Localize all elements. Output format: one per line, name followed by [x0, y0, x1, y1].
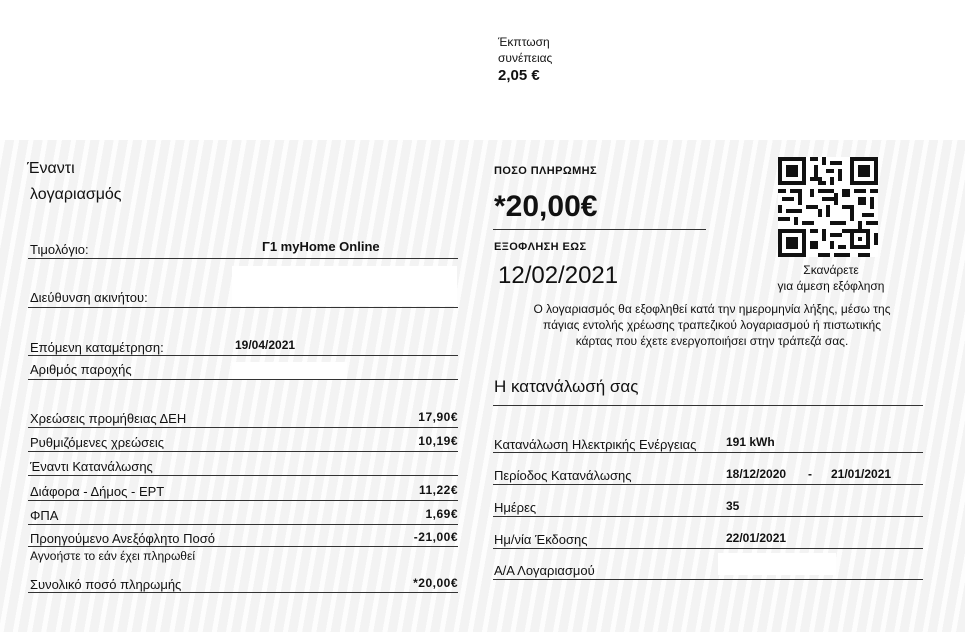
- left-title-line2: λογαριασμός: [30, 186, 122, 203]
- address-label: Διεύθυνση ακινήτου:: [30, 290, 148, 305]
- divider: [28, 451, 458, 452]
- total-value: *20,00€: [413, 576, 458, 590]
- divider: [28, 258, 458, 259]
- left-title-line1: Έναντι: [27, 160, 75, 177]
- payment-note-line1: Ο λογαριασμός θα εξοφληθεί κατά την ημερομηνία λήξης, μέσω της: [533, 302, 891, 316]
- payment-note-line3: κάρτας που έχετε ενεργοποιήσει στην τράπεζά σας.: [575, 334, 849, 348]
- payment-note-line2: πάγιας εντολής χρέωσης τραπεζικού λογαριασμού ή πιστωτικής: [542, 318, 881, 332]
- total-label: Συνολικό ποσό πληρωμής: [30, 577, 182, 592]
- charge-label: Έναντι Κατανάλωσης: [30, 459, 153, 474]
- amount-label: ΠΟΣΟ ΠΛΗΡΩΜΗΣ: [494, 165, 598, 177]
- discount-label-line1: Έκπτωση: [498, 35, 550, 49]
- redacted-supply-number: [232, 362, 347, 380]
- amount-value: *20,00€: [494, 190, 598, 223]
- divider: [28, 427, 458, 428]
- consumption-title: Η κατανάλωσή σας: [494, 377, 639, 396]
- charge-value: 1,69€: [425, 507, 458, 521]
- divider: [493, 516, 923, 517]
- period-to: 21/01/2021: [831, 467, 892, 481]
- divider: [28, 379, 458, 380]
- qr-code-icon[interactable]: [778, 157, 878, 257]
- discount-value: 2,05 €: [498, 67, 540, 84]
- charge-label: Ρυθμιζόμενες χρεώσεις: [30, 435, 165, 450]
- invoice-value: Γ1 myHome Online: [262, 239, 380, 254]
- issue-date-value: 22/01/2021: [726, 531, 787, 545]
- energy-label: Κατανάλωση Ηλεκτρικής Ενέργειας: [494, 437, 697, 452]
- discount-label-line2: συνέπειας: [498, 51, 553, 65]
- charge-value: 10,19€: [418, 434, 458, 448]
- divider: [28, 475, 458, 476]
- divider: [28, 524, 458, 525]
- supply-number-label: Αριθμός παροχής: [30, 362, 132, 377]
- days-label: Ημέρες: [494, 500, 537, 515]
- period-separator: -: [808, 467, 812, 481]
- next-reading-value: 19/04/2021: [235, 338, 296, 352]
- period-label: Περίοδος Κατανάλωσης: [494, 468, 632, 483]
- divider: [28, 307, 458, 308]
- redacted-address: [232, 266, 457, 306]
- redacted-account-number: [718, 553, 836, 575]
- period-from: 18/12/2020: [726, 467, 787, 481]
- divider: [493, 229, 706, 230]
- divider: [493, 452, 923, 453]
- divider: [493, 548, 923, 549]
- charge-label: ΦΠΑ: [30, 508, 59, 523]
- qr-caption-line1: Σκανάρετε: [803, 263, 859, 277]
- divider: [28, 355, 458, 356]
- divider: [493, 405, 923, 406]
- next-reading-label: Επόμενη καταμέτρηση:: [30, 340, 164, 355]
- charge-label: Προηγούμενο Ανεξόφλητο Ποσό: [30, 531, 216, 546]
- energy-value: 191 kWh: [726, 435, 775, 449]
- divider: [28, 592, 458, 593]
- charge-label: Διάφορα - Δήμος - ΕΡΤ: [30, 484, 165, 499]
- charge-value: 17,90€: [418, 410, 458, 424]
- divider: [493, 484, 923, 485]
- ignore-note: Αγνοήστε το εάν έχει πληρωθεί: [30, 549, 195, 563]
- divider: [28, 546, 458, 547]
- charge-value: 11,22€: [418, 483, 458, 497]
- invoice-label: Τιμολόγιο:: [30, 242, 89, 257]
- charge-label: Χρεώσεις προμήθειας ΔΕΗ: [30, 411, 187, 426]
- divider: [28, 500, 458, 501]
- qr-caption-line2: για άμεση εξόφληση: [777, 279, 885, 293]
- account-number-label: Α/Α Λογαριασμού: [494, 563, 595, 578]
- days-value: 35: [726, 499, 740, 513]
- due-label: ΕΞΟΦΛΗΣΗ ΕΩΣ: [494, 241, 587, 253]
- divider: [493, 579, 923, 580]
- due-value: 12/02/2021: [498, 262, 619, 289]
- charge-value: -21,00€: [413, 530, 458, 544]
- issue-date-label: Ημ/νία Έκδοσης: [494, 532, 588, 547]
